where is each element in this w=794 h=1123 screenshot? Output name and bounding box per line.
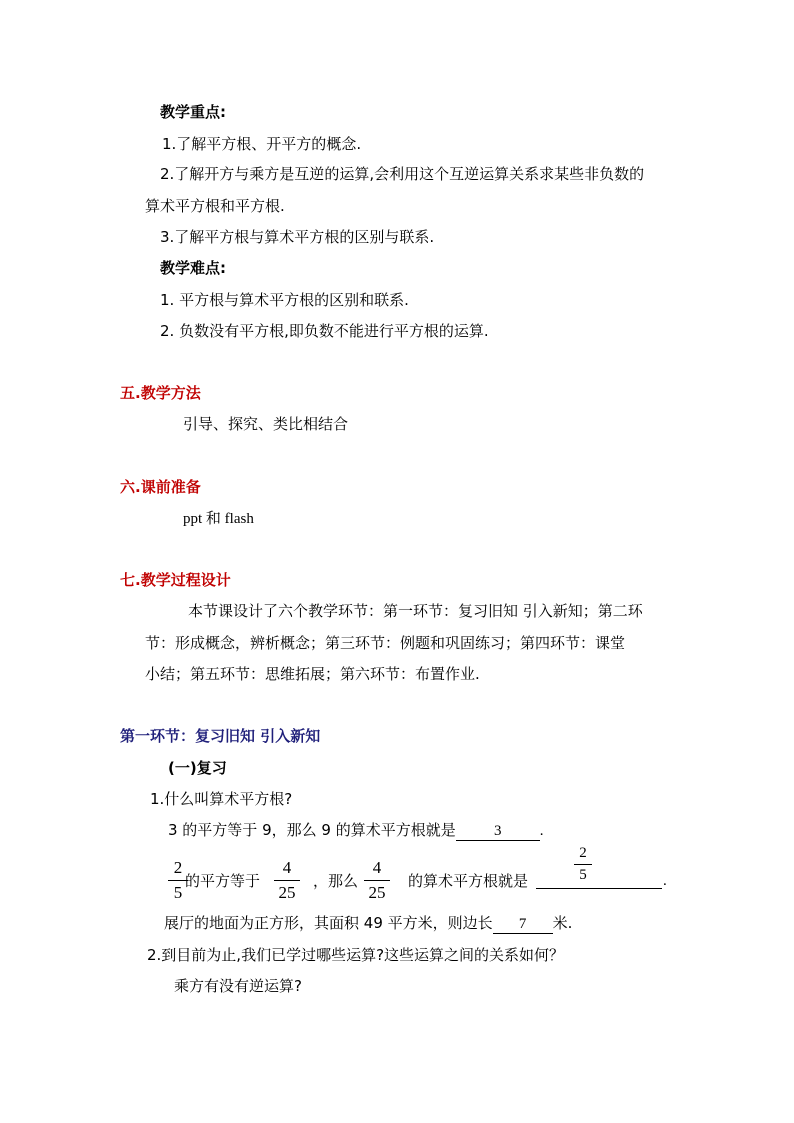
question-2: 2.到目前为止,我们已学过哪些运算?这些运算之间的关系如何？: [147, 946, 565, 964]
section7-heading: 七.教学过程设计: [120, 571, 231, 589]
section6-heading: 六.课前准备: [120, 478, 201, 496]
question-1c: [164, 913, 572, 934]
fraction-4-25: [274, 857, 300, 904]
question-1b-text-3: 的算术平方根就是: [408, 872, 529, 890]
stage1-heading: 第一环节：复习旧知 引入新知: [120, 727, 321, 745]
focus-heading: 教学重点:: [160, 103, 226, 121]
question-1c-text: 展厅的地面为正方形，其面积 49 平方米，则边长: [164, 914, 493, 932]
section7-line-3: 小结；第五环节：思维拓展；第六环节：布置作业.: [145, 665, 480, 683]
difficulty-heading: 教学难点:: [160, 259, 226, 277]
section6-body: ppt 和 flash: [183, 511, 254, 527]
fraction-numerator: 4: [372, 858, 382, 877]
section7-line-2: 节：形成概念，辨析概念；第三环节：例题和巩固练习；第四环节：课堂: [145, 634, 626, 652]
question-1b-text-1: 的平方等于: [185, 872, 261, 890]
fraction-denominator: 5: [579, 867, 587, 883]
difficulty-item-1: 1. 平方根与算术平方根的区别和联系.: [160, 291, 409, 309]
focus-item-2: 2.了解开方与乘方是互逆的运算,会利用这个互逆运算关系求某些非负数的: [160, 165, 645, 183]
question-1b-text-2: ，那么: [313, 872, 359, 890]
stage1-subheading: (一)复习: [168, 759, 227, 777]
question-1a-answer: 3: [456, 822, 540, 841]
question-1c-unit: 米.: [552, 914, 573, 932]
difficulty-item-2: 2. 负数没有平方根,即负数不能进行平方根的运算.: [160, 322, 489, 340]
fraction-denominator: 5: [173, 883, 183, 902]
focus-item-2-cont: 算术平方根和平方根.: [145, 197, 285, 215]
focus-item-1: 1.了解平方根、开平方的概念.: [162, 135, 362, 153]
focus-item-3: 3.了解平方根与算术平方根的区别与联系.: [160, 228, 435, 246]
fraction-numerator: 2: [173, 858, 183, 877]
answer-fraction-2-5: [574, 844, 592, 885]
fraction-denominator: 25: [368, 883, 386, 902]
question-1c-answer: 7: [493, 915, 553, 934]
period: .: [663, 873, 667, 889]
section5-heading: 五.教学方法: [120, 384, 201, 402]
fraction-numerator: 2: [579, 845, 587, 861]
fraction-denominator: 25: [278, 883, 296, 902]
section5-body: 引导、探究、类比相结合: [183, 415, 349, 433]
question-1a-text: 3 的平方等于 9，那么 9 的算术平方根就是: [168, 821, 456, 839]
question-3: 乘方有没有逆运算?: [174, 977, 302, 995]
question-1: 1.什么叫算术平方根?: [150, 790, 293, 808]
answer-blank-line: [536, 888, 662, 889]
fraction-4-25-second: [364, 857, 390, 904]
fraction-numerator: 4: [282, 858, 292, 877]
section7-line-1: 本节课设计了六个教学环节：第一环节：复习旧知 引入新知；第二环: [188, 602, 643, 620]
question-1a: 3 的平方等于 9，那么 9 的算术平方根就是 3 .: [168, 821, 544, 839]
